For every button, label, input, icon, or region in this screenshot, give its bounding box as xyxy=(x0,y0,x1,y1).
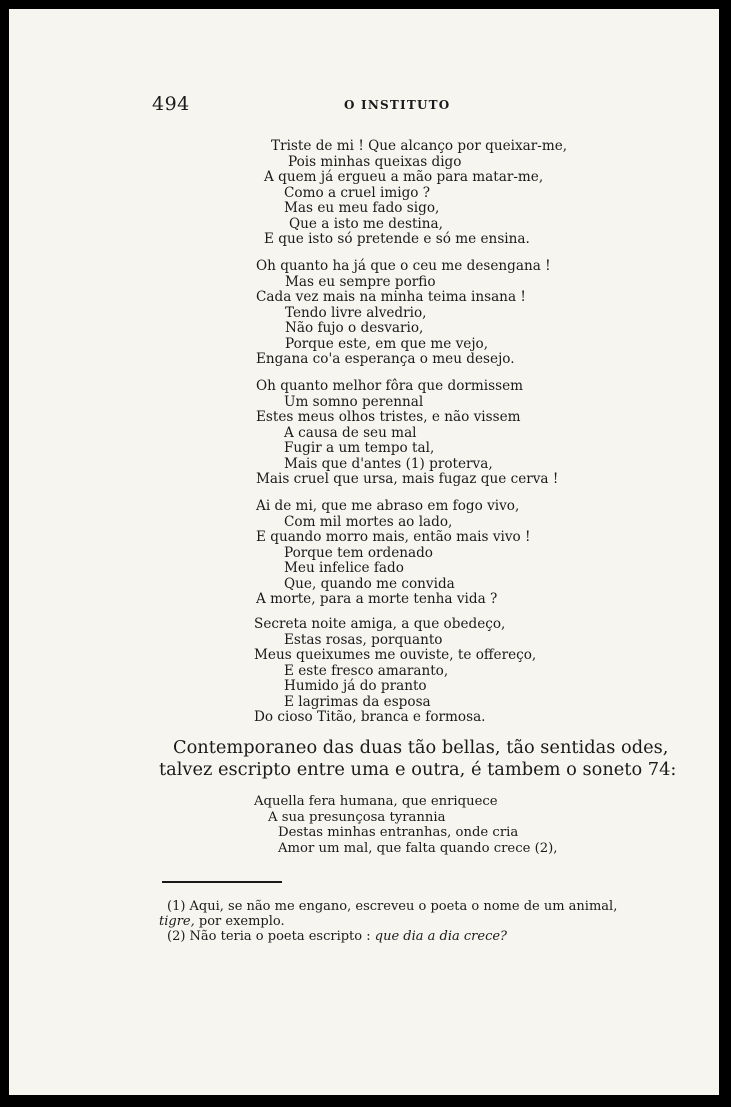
verse-line: A causa de seu mal xyxy=(284,424,417,441)
footnote-1 xyxy=(159,899,629,914)
footnote-2-italic: que dia a dia crece? xyxy=(374,929,508,944)
verse-line: Tendo livre alvedrio, xyxy=(285,304,427,321)
verse-line: Um somno perennal xyxy=(284,393,424,410)
verse-line: A morte, para a morte tenha vida ? xyxy=(256,591,498,607)
verse-line: A sua presunçosa tyrannia xyxy=(268,809,446,825)
poem-stanza-4 xyxy=(254,499,531,608)
verse-line: Porque tem ordenado xyxy=(284,544,433,561)
footnotes xyxy=(159,899,629,944)
verse-line: Com mil mortes ao lado, xyxy=(284,513,453,530)
document-page xyxy=(9,9,719,1095)
verse-line: Estes meus olhos tristes, e não vissem xyxy=(256,409,521,425)
footnote-2 xyxy=(159,929,629,944)
poem-stanza-1 xyxy=(254,139,567,248)
footnote-1-rest: por exemplo. xyxy=(194,914,285,929)
verse-line: Do cioso Titão, branca e formosa. xyxy=(254,709,486,725)
verse-line: E quando morro mais, então mais vivo ! xyxy=(256,529,531,545)
verse-line: Estas rosas, porquanto xyxy=(284,631,443,648)
poem-stanza-2 xyxy=(254,259,551,368)
verse-line: Não fujo o desvario, xyxy=(285,320,424,336)
verse-line: Pois minhas queixas digo xyxy=(288,153,462,170)
footnote-1-continuation xyxy=(159,914,629,929)
verse-line: Cada vez mais na minha teima insana ! xyxy=(256,289,526,305)
verse-line: E que isto só pretende e só me ensina. xyxy=(264,231,530,247)
prose-paragraph xyxy=(159,737,677,781)
prose-line: Contemporaneo das duas tão bellas, tão sentidas odes, xyxy=(173,737,669,758)
running-title: O INSTITUTO xyxy=(344,98,451,112)
verse-line: Mas eu sempre porfio xyxy=(285,273,436,290)
footnote-1-text: (1) Aqui, se não me engano, escreveu o poeta o nome de um animal, xyxy=(167,899,618,914)
verse-line: Destas minhas entranhas, onde cria xyxy=(278,825,519,840)
verse-line: Ai de mi, que me abraso em fogo vivo, xyxy=(256,498,520,514)
verse-line: Porque este, em que me vejo, xyxy=(285,335,489,352)
verse-line: Fugir a um tempo tal, xyxy=(284,440,435,456)
footnote-2-text: (2) Não teria o poeta escripto : xyxy=(167,929,375,944)
verse-line: E lagrimas da esposa xyxy=(284,693,431,710)
verse-line: E este fresco amaranto, xyxy=(284,662,449,679)
footnote-1-italic: tigre, xyxy=(159,914,195,929)
verse-line: Aquella fera humana, que enriquece xyxy=(254,794,498,809)
verse-line: Secreta noite amiga, a que obedeço, xyxy=(254,616,506,632)
page-header xyxy=(9,93,719,117)
verse-line: Triste de mi ! Que alcanço por queixar-me, xyxy=(271,138,568,154)
verse-line: Que, quando me convida xyxy=(284,575,455,592)
verse-line: Meu infelice fado xyxy=(284,560,404,576)
verse-line: Mais cruel que ursa, mais fugaz que cerva ! xyxy=(256,471,559,487)
verse-line: Amor um mal, que falta quando crece (2), xyxy=(278,840,558,856)
verse-line: Humido já do pranto xyxy=(284,678,427,694)
prose-line: talvez escripto entre uma e outra, é tambem o soneto 74: xyxy=(159,759,677,780)
page-number: 494 xyxy=(152,93,190,115)
verse-line: Como a cruel imigo ? xyxy=(284,184,431,201)
poem-stanza-3 xyxy=(254,379,558,488)
verse-line: Oh quanto melhor fôra que dormissem xyxy=(256,378,524,394)
poem-stanza-5 xyxy=(254,617,536,726)
verse-line: Mais que d'antes (1) proterva, xyxy=(284,455,493,472)
verse-line: A quem já ergueu a mão para matar-me, xyxy=(264,169,544,185)
sonnet-excerpt xyxy=(254,794,557,856)
footnote-divider xyxy=(162,881,282,883)
verse-line: Que a isto me destina, xyxy=(289,215,443,232)
verse-line: Oh quanto ha já que o ceu me desengana ! xyxy=(256,258,551,274)
verse-line: Mas eu meu fado sigo, xyxy=(284,200,440,216)
verse-line: Engana co'a esperança o meu desejo. xyxy=(256,351,515,367)
verse-line: Meus queixumes me ouviste, te offereço, xyxy=(254,647,537,663)
